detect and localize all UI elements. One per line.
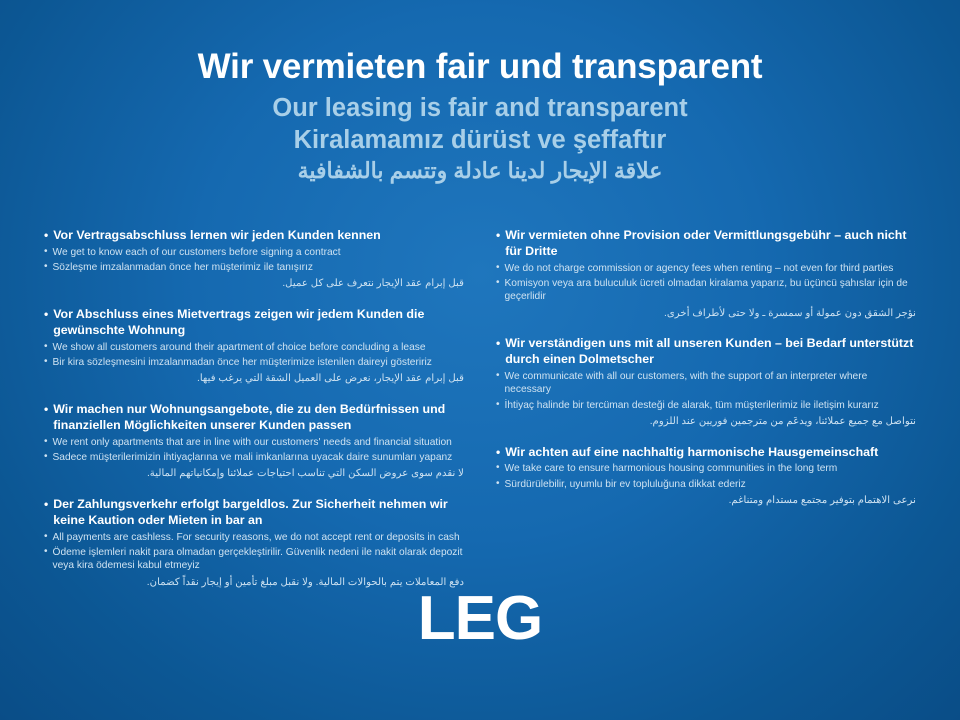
bullet-icon: • <box>44 546 48 558</box>
block-line-text: We get to know each of our customers before signing a contract <box>52 246 341 258</box>
block-line <box>44 246 464 259</box>
title-turkish: Kiralamamız dürüst ve şeffaftır <box>293 125 667 154</box>
content-block <box>44 307 464 386</box>
block-line <box>44 451 464 464</box>
block-line-arabic: قبل إبرام عقد الإيجار، نعرض على العميل الشقة التي يرغب فيها. <box>197 373 464 385</box>
block-heading-text: Vor Abschluss eines Mietvertrags zeigen wir jedem Kunden die gewünschte Wohnung <box>53 307 425 338</box>
block-line-arabic: دفع المعاملات يتم بالحوالات المالية. ولا نقبل مبلغ تأمين أو إيجار نقداً كضمان. <box>146 576 464 588</box>
bullet-icon: • <box>44 435 48 447</box>
block-line-text: Komisyon veya ara buluculuk ücreti olmadan kiralama yaparız, bu üçüncü şahıslar için de geçerlidir <box>504 278 908 303</box>
content-block <box>44 497 464 589</box>
block-heading <box>496 336 916 368</box>
bullet-icon: • <box>496 277 500 288</box>
block-line-text: All payments are cashless. For security reasons, we do not accept rent or deposits in cash <box>52 531 460 543</box>
logo-text: LEG <box>417 584 543 653</box>
bullet-icon: • <box>44 340 48 352</box>
block-line-text: We take care to ensure harmonious housing communities in the long term <box>504 463 838 475</box>
block-heading-text: Wir achten auf eine nachhaltig harmonische Hausgemeinschaft <box>505 444 879 459</box>
bullet-icon: • <box>496 370 500 382</box>
block-heading <box>44 228 464 244</box>
block-line <box>496 462 916 475</box>
slide-headings <box>0 0 960 185</box>
bullet-icon: • <box>496 228 501 242</box>
block-heading <box>44 307 464 339</box>
bullet-icon: • <box>44 261 48 273</box>
bullet-icon: • <box>44 245 48 257</box>
block-line <box>496 262 916 275</box>
content-block <box>44 402 464 481</box>
title-english: Our leasing is fair and transparent <box>272 94 688 123</box>
block-line-arabic: قبل إبرام عقد الإيجار نتعرف على كل عميل. <box>282 278 464 290</box>
block-heading-text: Wir vermieten ohne Provision oder Vermittlungsgebühr – auch nicht für Dritte <box>505 228 907 258</box>
block-line <box>496 399 916 412</box>
block-heading <box>44 497 464 529</box>
content-columns <box>0 228 960 605</box>
block-line-text: Sürdürülebilir, uyumlu bir ev topluluğuna dikkat ederiz <box>504 478 746 490</box>
bullet-icon: • <box>496 462 500 474</box>
block-line <box>496 478 916 491</box>
block-line <box>44 341 464 354</box>
block-line-text: Sadece müşterilerimizin ihtiyaçlarına ve mali imkanlarına uyacak daire sunumları yapanz <box>52 452 453 464</box>
content-block <box>496 228 916 320</box>
block-line-text: We do not charge commission or agency fees when renting – not even for third parties <box>504 262 894 274</box>
block-line-text: Bir kira sözleşmesini imzalanmadan önce her müşterimize istenilen daireyi gösteririz <box>52 357 432 369</box>
bullet-icon: • <box>496 336 501 351</box>
block-heading <box>496 445 916 461</box>
bullet-icon: • <box>44 228 49 242</box>
column-left <box>44 228 464 605</box>
bullet-icon: • <box>496 477 500 489</box>
bullet-icon: • <box>44 356 48 368</box>
content-block <box>496 336 916 428</box>
block-heading-text: Der Zahlungsverkehr erfolgt bargeldlos. Zur Sicherheit nehmen wir keine Kaution oder Mieten in bar an <box>53 497 448 528</box>
bullet-icon: • <box>44 530 48 542</box>
block-line-text: We rent only apartments that are in line with our customers' needs and financial situation <box>52 436 452 448</box>
title-arabic: علاقة الإيجار لدينا عادلة وتتسم بالشفافية <box>297 158 663 184</box>
block-line-arabic: نرعى الاهتمام بتوفير مجتمع مستدام ومتناغم. <box>728 494 916 506</box>
block-line <box>44 436 464 449</box>
block-line <box>44 531 464 544</box>
block-heading <box>496 228 916 260</box>
title-german: Wir vermieten fair und transparent <box>197 47 763 86</box>
block-line-text: Sözleşme imzalanmadan önce her müşterimiz ile tanışırız <box>52 262 313 274</box>
bullet-icon: • <box>44 497 49 512</box>
bullet-icon: • <box>44 402 49 417</box>
block-line-text: Ödeme işlemleri nakit para olmadan gerçekleştirilir. Güvenlik nedeni ile nakit olarak depozit veya kira ödemesi kabul etmeyiz <box>52 547 463 572</box>
bullet-icon: • <box>44 451 48 463</box>
block-line-arabic: نتواصل مع جميع عملائنا، ويدعَم من مترجمين فوريين عند اللزوم. <box>649 415 916 427</box>
content-block <box>44 228 464 291</box>
bullet-icon: • <box>496 398 500 410</box>
block-line <box>44 261 464 274</box>
leg-logo <box>0 584 960 653</box>
bullet-icon: • <box>496 444 501 459</box>
block-line <box>44 546 464 573</box>
block-line-arabic: نؤجر الشقق دون عمولة أو سمسرة ـ ولا حتى لأطراف أخرى. <box>663 307 916 319</box>
content-block <box>496 445 916 508</box>
block-line <box>496 277 916 304</box>
block-heading-text: Wir machen nur Wohnungsangebote, die zu den Bedürfnissen und finanziellen Möglichkeiten unserer Kunden passen <box>53 402 446 433</box>
block-line-text: We show all customers around their apartment of choice before concluding a lease <box>52 341 426 353</box>
block-line <box>496 370 916 397</box>
block-line <box>44 356 464 369</box>
block-line-arabic: لا نقدم سوى عروض السكن التي تناسب احتياجات عملائنا وإمكانياتهم المالية. <box>146 468 464 480</box>
bullet-icon: • <box>496 261 500 273</box>
block-line-text: İhtiyaç halinde bir tercüman desteği de alarak, tüm müşterilerimiz ile iletişim kurarız <box>504 399 879 411</box>
block-line-text: We communicate with all our customers, with the support of an interpreter where necessary <box>504 371 868 396</box>
block-heading-text: Wir verständigen uns mit all unseren Kunden – bei Bedarf unterstützt durch einen Dolmetscher <box>505 336 914 367</box>
column-right <box>496 228 916 605</box>
bullet-icon: • <box>44 307 49 322</box>
block-heading-text: Vor Vertragsabschluss lernen wir jeden Kunden kennen <box>53 228 381 242</box>
block-heading <box>44 402 464 434</box>
